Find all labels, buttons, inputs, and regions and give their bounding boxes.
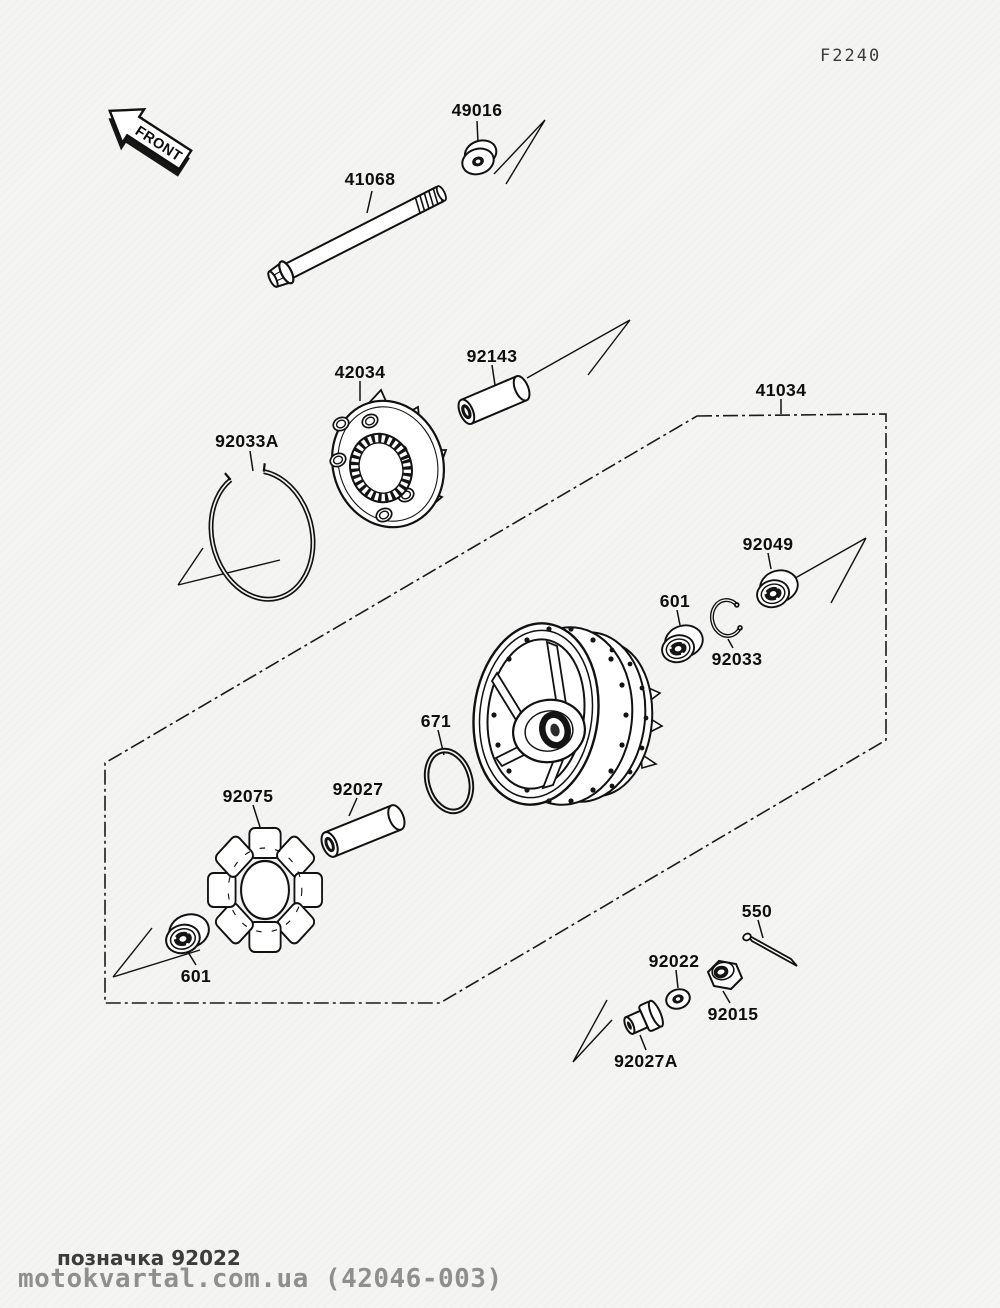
damper-92075	[208, 828, 322, 952]
snap-ring-92033a	[197, 456, 326, 610]
part-label-601-bottom: 601	[180, 966, 212, 986]
part-label-671: 671	[420, 711, 452, 731]
part-label-92143: 92143	[466, 346, 518, 366]
snap-ring-92033	[710, 598, 743, 638]
nut-92015	[708, 960, 742, 989]
assembly-arrow-icon	[494, 120, 545, 184]
part-label-49016: 49016	[451, 100, 503, 120]
coupling-42034	[316, 386, 460, 542]
front-direction-arrow	[95, 94, 199, 184]
part-label-92027: 92027	[332, 779, 384, 799]
washer-92022	[664, 986, 693, 1011]
watermark-note: позначка 92022	[57, 1246, 241, 1270]
axle-bolt-41068	[265, 181, 450, 291]
assembly-arrow-icon	[573, 1000, 612, 1062]
part-label-42034: 42034	[334, 362, 386, 382]
part-label-92022: 92022	[648, 951, 700, 971]
bearing-601-top	[657, 621, 707, 666]
part-label-92049: 92049	[742, 534, 794, 554]
cotter-pin-550	[742, 932, 797, 966]
assembly-arrow-icon	[527, 320, 630, 378]
part-label-41068: 41068	[344, 169, 396, 189]
bushing-92027a	[620, 999, 665, 1040]
watermark-site: motokvartal.com.ua (42046-003)	[18, 1264, 503, 1294]
part-label-550: 550	[741, 901, 773, 921]
part-label-92027a: 92027A	[614, 1051, 678, 1071]
figure-code: F2240	[820, 46, 882, 66]
part-label-601-top: 601	[659, 591, 691, 611]
part-label-92015: 92015	[707, 1004, 759, 1024]
part-label-92033a: 92033A	[215, 431, 279, 451]
part-label-41034: 41034	[755, 380, 807, 400]
collar-92027	[318, 803, 407, 859]
assembly-arrow-icon	[790, 538, 866, 603]
bearing-601-bottom	[161, 910, 214, 957]
part-label-92075: 92075	[222, 786, 274, 806]
bearing-92049	[752, 566, 802, 611]
wheel-hub-41034	[463, 616, 662, 812]
o-ring-671	[420, 745, 478, 816]
front-arrow-label: FRONT	[132, 123, 185, 166]
part-label-92033: 92033	[711, 649, 763, 669]
